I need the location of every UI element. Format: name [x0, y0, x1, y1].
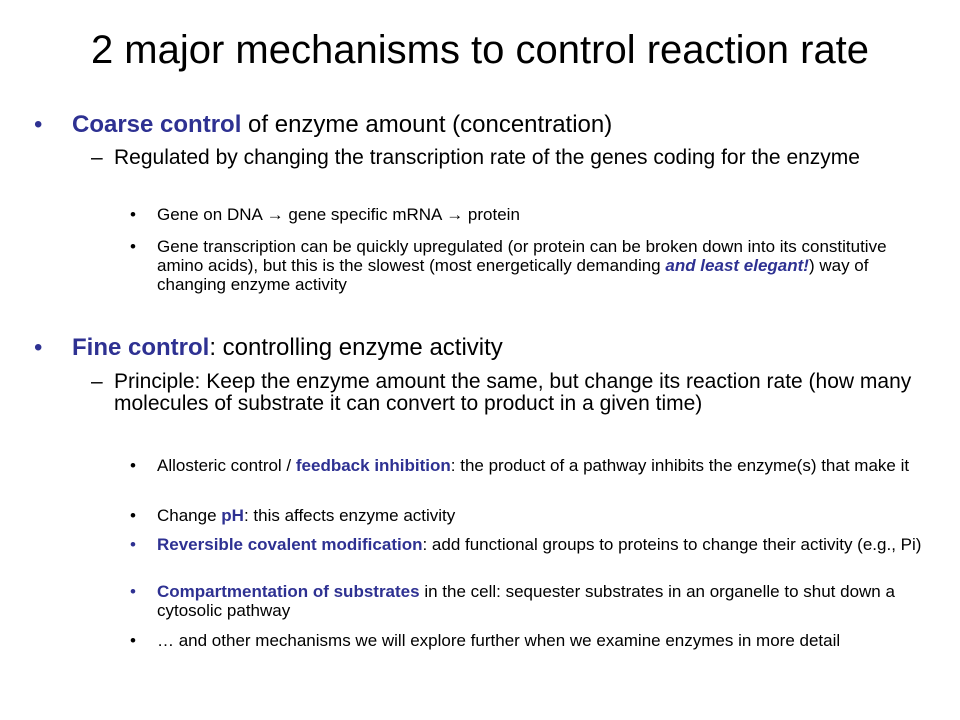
fine-point-other: … and other mechanisms we will explore further when we examine enzymes in more detail [157, 631, 841, 650]
ph-term: pH [221, 506, 244, 525]
feedback-inhibition-term: feedback inhibition [295, 456, 451, 475]
bullet-fine-p4: • [130, 582, 136, 601]
bullet-coarse-p1: • [130, 205, 136, 224]
change-ph-text: Change [157, 506, 222, 525]
dash-coarse-sub: – [91, 146, 103, 169]
covalent-text: : add functional groups to proteins to change their activity (e.g., Pi) [422, 535, 922, 554]
bullet-fine-p5: • [130, 631, 136, 650]
compartmentation-term: Compartmentation of substrates [157, 582, 420, 601]
fine-point-compartmentation [157, 582, 932, 620]
protein-text: protein [467, 205, 520, 224]
coarse-control-text: of enzyme amount (concentration) [241, 111, 613, 138]
arrow-icon: → [266, 205, 284, 224]
coarse-control-term: Coarse control [72, 111, 242, 138]
coarse-sub-text: Regulated by changing the transcription rate of the genes coding for the enzyme [114, 146, 860, 169]
transcription-text-end: ) way of changing enzyme activity [157, 256, 869, 294]
least-elegant-emphasis: and least elegant! [665, 256, 809, 275]
transcription-text: Gene transcription can be quickly upregulated (or protein can be broken down into its constitutive amino acids), but this is the slowest (most energetically demanding [157, 237, 887, 275]
bullet-coarse: • [34, 111, 43, 138]
coarse-point-transcription [157, 237, 902, 294]
fine-point-covalent [157, 535, 932, 554]
arrow-icon: → [446, 205, 464, 224]
fine-sub-text: Principle: Keep the enzyme amount the same, but change its reaction rate (how many molecules of substrate it can convert to product in a given time) [114, 370, 912, 415]
fine-control-term: Fine control [72, 334, 210, 361]
bullet-fine-p3: • [130, 535, 136, 554]
fine-control-item [72, 333, 932, 362]
gene-on-dna-text: Gene on DNA [157, 205, 262, 224]
coarse-point-gene-pathway [157, 205, 907, 224]
slide-title: 2 major mechanisms to control reaction rate [90, 28, 870, 72]
fine-point-ph [157, 506, 932, 525]
coarse-control-item [72, 110, 932, 139]
fine-control-text: : controlling enzyme activity [209, 334, 503, 361]
bullet-fine-p1: • [130, 456, 136, 475]
fine-point-allosteric [157, 456, 932, 475]
bullet-coarse-p2: • [130, 237, 136, 256]
compartmentation-text: in the cell: sequester substrates in an organelle to shut down a cytosolic pathway [157, 582, 895, 620]
dash-fine-sub: – [91, 370, 103, 393]
allosteric-text: Allosteric control / [157, 456, 296, 475]
bullet-fine-p2: • [130, 506, 136, 525]
mrna-text: gene specific mRNA [288, 205, 442, 224]
covalent-modification-term: Reversible covalent modification [157, 535, 423, 554]
allosteric-text-end: : the product of a pathway inhibits the enzyme(s) that make it [450, 456, 910, 475]
change-ph-text-end: : this affects enzyme activity [243, 506, 456, 525]
bullet-fine: • [34, 334, 43, 361]
